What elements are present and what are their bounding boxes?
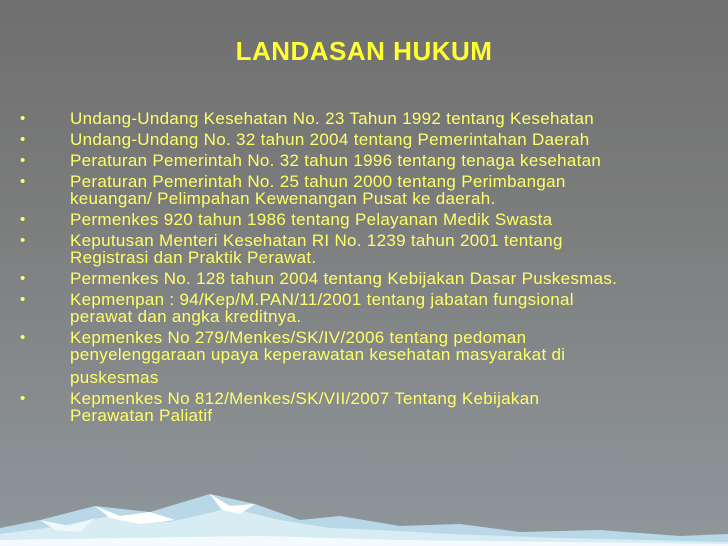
- bullet-icon: •: [20, 211, 26, 228]
- bullet-icon: •: [20, 152, 26, 169]
- list-item-text: Kepmenpan : 94/Kep/M.PAN/11/2001 tentang jabatan fungsional: [70, 290, 574, 309]
- list-item: [0, 211, 728, 228]
- list-item: [0, 131, 728, 148]
- list-item-text: Permenkes 920 tahun 1986 tentang Pelayanan Medik Swasta: [70, 210, 553, 229]
- list-item: [0, 270, 728, 287]
- slide-title: LANDASAN HUKUM: [235, 36, 493, 66]
- list-item-text: Peraturan Pemerintah No. 32 tahun 1996 tentang tenaga kesehatan: [70, 151, 602, 170]
- list-item: [0, 390, 728, 424]
- legal-basis-list: [0, 110, 728, 428]
- list-item-text: Kepmenkes No 279/Menkes/SK/IV/2006 tentang pedoman: [70, 328, 527, 347]
- list-item-text: Registrasi dan Praktik Perawat.: [70, 248, 317, 267]
- bullet-icon: •: [20, 173, 26, 190]
- bullet-icon: •: [20, 390, 26, 407]
- list-item-text: Undang-Undang Kesehatan No. 23 Tahun 1992 tentang Kesehatan: [70, 109, 595, 128]
- list-item-text: penyelenggaraan upaya keperawatan kesehatan masyarakat di: [70, 345, 566, 364]
- list-item-text: Perawatan Paliatif: [70, 406, 213, 425]
- bullet-icon: •: [20, 329, 26, 346]
- list-item-text: puskesmas: [70, 368, 159, 387]
- bullet-icon: •: [20, 232, 26, 249]
- list-item: [0, 110, 728, 127]
- snowy-mountains-decoration: [0, 446, 728, 546]
- bullet-icon: •: [20, 270, 26, 287]
- list-item-text: Keputusan Menteri Kesehatan RI No. 1239 tahun 2001 tentang: [70, 231, 563, 250]
- list-item: [0, 152, 728, 169]
- list-item-text: Permenkes No. 128 tahun 2004 tentang Kebijakan Dasar Puskesmas.: [70, 269, 618, 288]
- list-item-text: Peraturan Pemerintah No. 25 tahun 2000 tentang Perimbangan: [70, 172, 566, 191]
- list-item: [0, 173, 728, 207]
- list-item-text: perawat dan angka kreditnya.: [70, 307, 302, 326]
- list-item-text: keuangan/ Pelimpahan Kewenangan Pusat ke daerah.: [70, 189, 496, 208]
- list-item: [0, 291, 728, 325]
- bullet-icon: •: [20, 110, 26, 127]
- bullet-icon: •: [20, 131, 26, 148]
- list-item: [0, 232, 728, 266]
- bullet-icon: •: [20, 291, 26, 308]
- list-item: [0, 329, 728, 386]
- list-item-text: Undang-Undang No. 32 tahun 2004 tentang Pemerintahan Daerah: [70, 130, 590, 149]
- list-item-text: Kepmenkes No 812/Menkes/SK/VII/2007 Tentang Kebijakan: [70, 389, 540, 408]
